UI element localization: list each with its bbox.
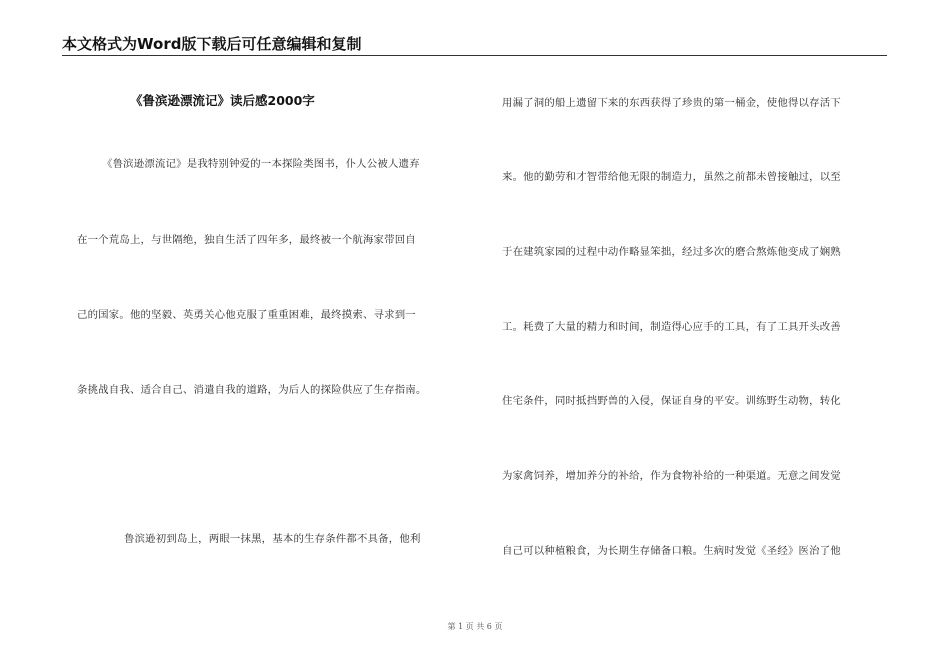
paragraph-line: 来。他的勤劳和才智带给他无限的制造力，虽然之前都未曾接触过，以至 bbox=[502, 171, 841, 183]
document-title: 《鲁滨逊漂流记》读后感2000字 bbox=[130, 93, 315, 108]
paragraph-line: 为家禽饲养，增加养分的补给，作为食物补给的一种渠道。无意之间发觉 bbox=[502, 470, 841, 482]
paragraph-line: 住宅条件，同时抵挡野兽的入侵，保证自身的平安。训练野生动物，转化 bbox=[502, 395, 841, 407]
paragraph-line: 工。耗费了大量的精力和时间，制造得心应手的工具，有了工具开头改善 bbox=[502, 321, 841, 333]
paragraph-line: 在一个荒岛上，与世隔绝，独自生活了四年多，最终被一个航海家带回自 bbox=[77, 234, 416, 246]
paragraph-line: 用漏了洞的船上遗留下来的东西获得了珍贵的第一桶金，使他得以存活下 bbox=[502, 97, 841, 109]
paragraph-line: 鲁滨逊初到岛上，两眼一抹黑，基本的生存条件都不具备，他利 bbox=[124, 533, 421, 545]
paragraph-line: 于在建筑家园的过程中动作略显笨拙，经过多次的磨合熬炼他变成了娴熟 bbox=[502, 246, 841, 258]
page-number: 第 1 页 共 6 页 bbox=[447, 622, 503, 631]
header-banner: 本文格式为Word版下载后可任意编辑和复制 bbox=[62, 34, 887, 56]
paragraph-line: 《鲁滨逊漂流记》是我特别钟爱的一本探险类图书，仆人公被人遗弃 bbox=[102, 158, 420, 170]
paragraph-line: 条挑战自我、适合自己、消遣自我的道路，为后人的探险供应了生存指南。 bbox=[77, 384, 427, 396]
paragraph-line: 自己可以种植粮食，为长期生存储备口粮。生病时发觉《圣经》医治了他 bbox=[502, 545, 841, 557]
paragraph-line: 己的国家。他的坚毅、英勇关心他克服了重重困难，最终摸索、寻求到一 bbox=[77, 309, 416, 321]
